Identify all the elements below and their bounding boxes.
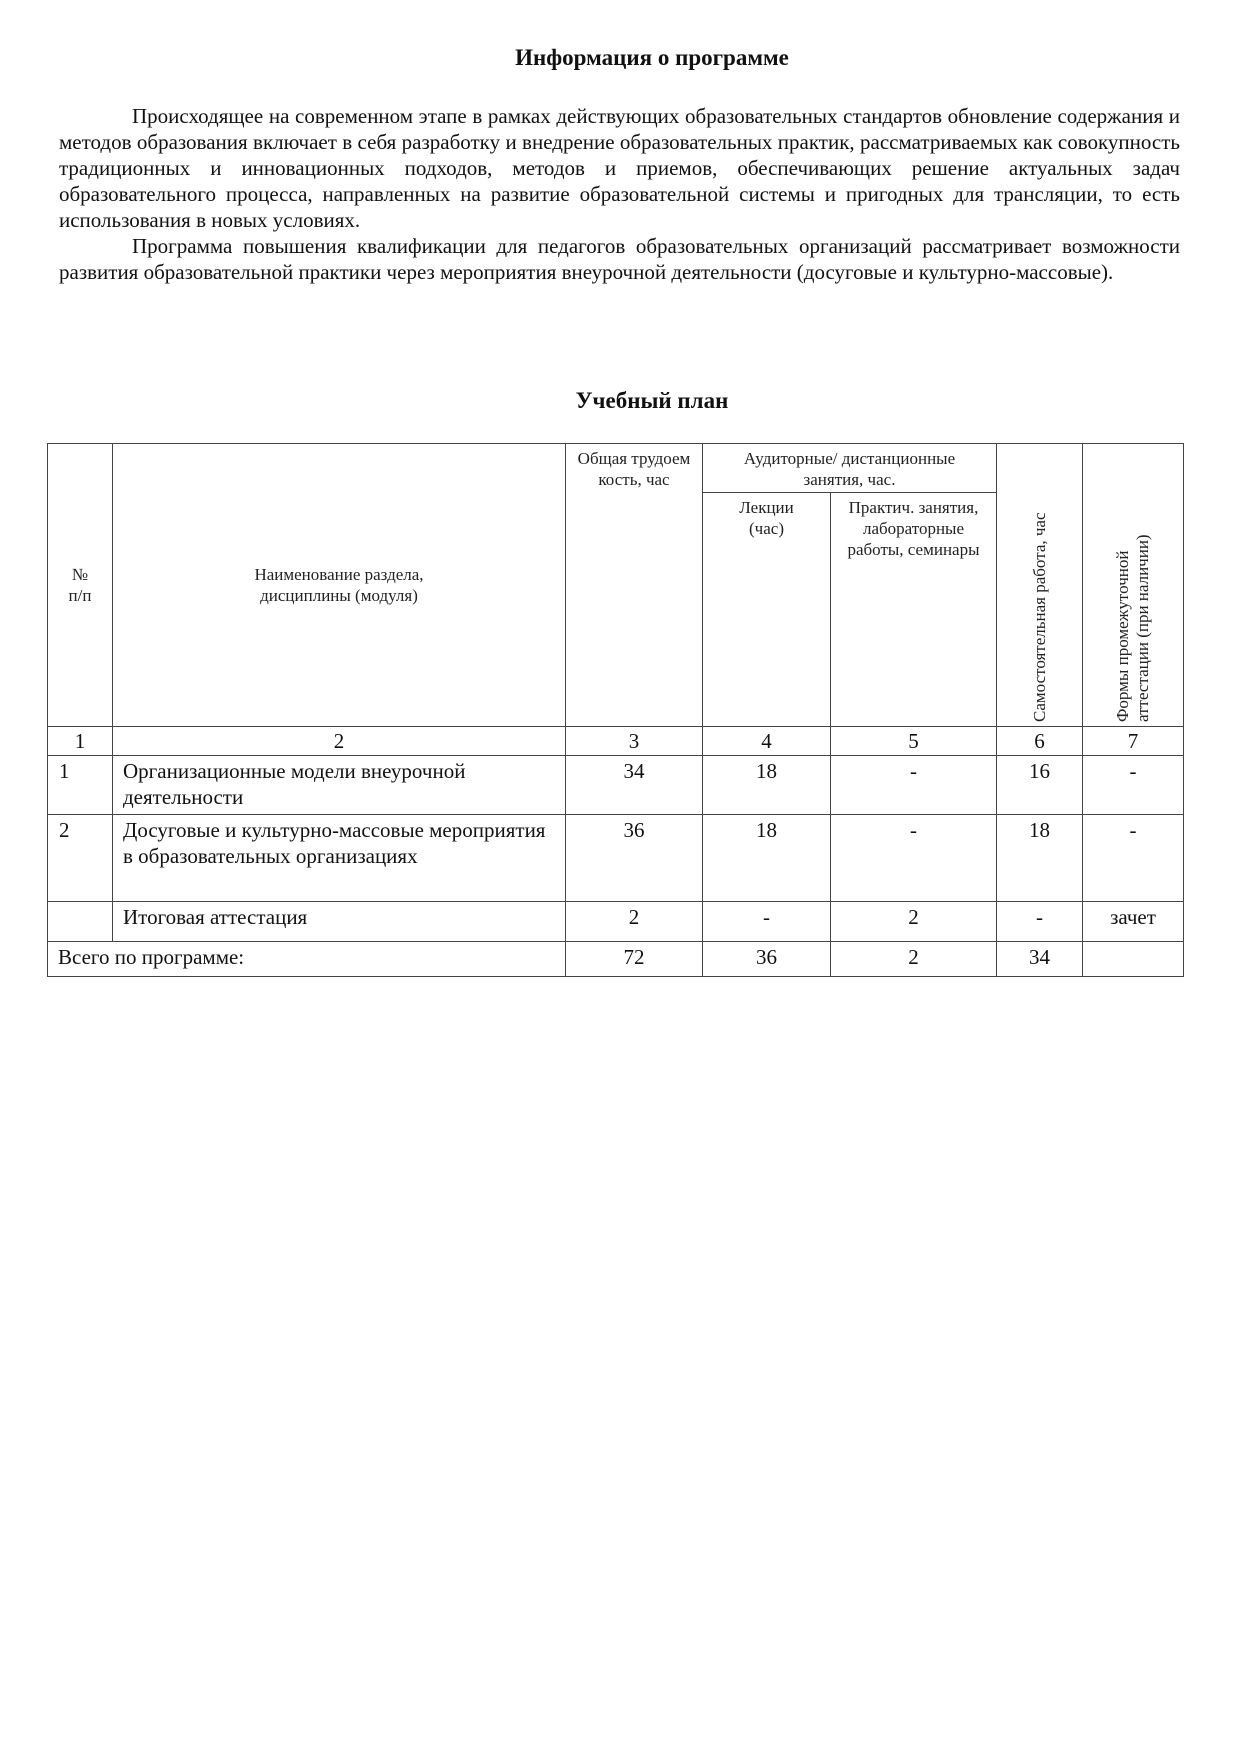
row-total: 36: [566, 815, 703, 902]
table-row: [48, 902, 1184, 942]
table-row: [48, 815, 1184, 902]
intro-paragraph: Происходящее на современном этапе в рамках действующих образовательных стандартов обновление содержания и методов образования включает в себя разработку и внедрение образовательных практик, рассматриваемых как совокупность традиционных и инновационных подходов, методов и приемов, обеспечивающих решение актуальных задач образовательного процесса, направленных на развитие образовательной системы и пригодных для трансляции, то есть использования в новых условиях.: [59, 104, 1180, 232]
header-practice: [831, 493, 997, 727]
column-number: 3: [566, 727, 703, 756]
row-forms: -: [1083, 756, 1184, 815]
column-number: 6: [997, 727, 1083, 756]
total-self: 34: [997, 942, 1083, 977]
total-practice: 2: [831, 942, 997, 977]
header-num-label: № п/п: [68, 565, 92, 605]
row-num: 2: [48, 815, 113, 902]
header-num: [48, 444, 113, 727]
column-number-row: [48, 727, 1184, 756]
row-lectures: 18: [703, 815, 831, 902]
total-lectures: 36: [703, 942, 831, 977]
column-number: 7: [1083, 727, 1184, 756]
row-practice: -: [831, 756, 997, 815]
row-num: 1: [48, 756, 113, 815]
header-forms: [1083, 444, 1184, 727]
total-row: [48, 942, 1184, 977]
row-num: [48, 902, 113, 942]
row-name: Итоговая аттестация: [113, 902, 566, 942]
header-auditory: [703, 444, 997, 493]
row-name: Организационные модели внеурочной деятельности: [113, 756, 566, 815]
total-label: Всего по программе:: [48, 942, 566, 977]
header-practice-label: Практич. занятия, лабораторные работы, семинары: [847, 498, 980, 559]
header-name: [113, 444, 566, 727]
table-header: [48, 444, 1184, 727]
row-name: Досуговые и культурно-массовые мероприятия в образовательных организациях: [113, 815, 566, 902]
row-forms: -: [1083, 815, 1184, 902]
table-row: [48, 756, 1184, 815]
header-name-label: Наименование раздела, дисциплины (модуля): [254, 565, 424, 605]
curriculum-table: [47, 443, 1184, 977]
page-title: Информация о программе: [515, 45, 789, 70]
intro-paragraph: Программа повышения квалификации для педагогов образовательных организаций рассматривает возможности развития образовательной практики через мероприятия внеурочной деятельности (досуговые и культурно-массовые).: [59, 234, 1180, 284]
column-number: 5: [831, 727, 997, 756]
column-number: 2: [113, 727, 566, 756]
header-self-label: Самостоятельная работа, час: [1029, 512, 1049, 722]
row-total: 2: [566, 902, 703, 942]
header-auditory-label: Аудиторные/ дистанционные занятия, час.: [743, 449, 956, 489]
column-number: 1: [48, 727, 113, 756]
row-practice: -: [831, 815, 997, 902]
row-total: 34: [566, 756, 703, 815]
total-forms: [1083, 942, 1184, 977]
row-forms: зачет: [1083, 902, 1184, 942]
column-number: 4: [703, 727, 831, 756]
header-lectures-label: Лекции (час): [739, 498, 794, 538]
header-forms-label: Формы промежуточной аттестации (при наличии): [1113, 534, 1152, 722]
curriculum-title: Учебный план: [575, 388, 729, 413]
header-lectures: [703, 493, 831, 727]
header-self: [997, 444, 1083, 727]
row-lectures: 18: [703, 756, 831, 815]
row-self: 18: [997, 815, 1083, 902]
row-lectures: -: [703, 902, 831, 942]
intro-text: [59, 103, 1180, 285]
total-total: 72: [566, 942, 703, 977]
header-total: [566, 444, 703, 727]
header-total-label: Общая трудоемкость, час: [577, 449, 691, 489]
row-practice: 2: [831, 902, 997, 942]
row-self: -: [997, 902, 1083, 942]
row-self: 16: [997, 756, 1083, 815]
